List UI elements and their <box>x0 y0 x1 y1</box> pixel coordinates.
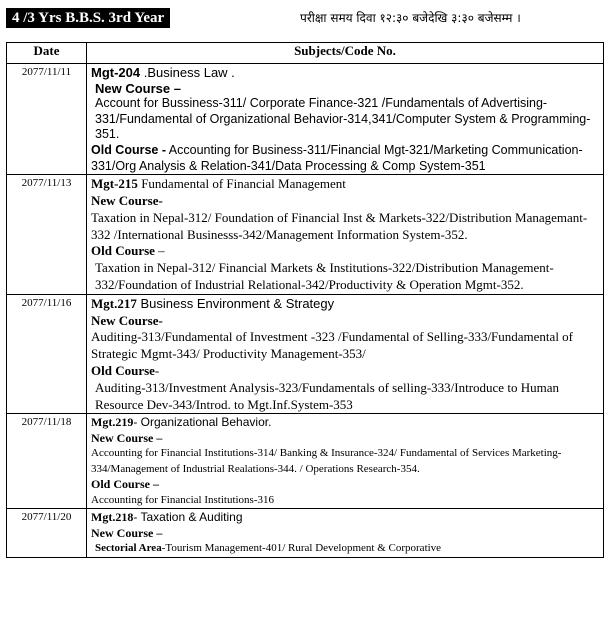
new-course-label: New Course – <box>91 430 163 445</box>
exam-date: 2077/11/20 <box>7 509 87 558</box>
new-course-list: Auditing-313/Fundamental of Investment -323 /Fundamental of Selling-333/Fundamental of Strategic Mgmt-343/ Productivity Management-353/ <box>91 329 574 362</box>
subject-cell <box>87 175 604 295</box>
exam-schedule-table <box>6 42 604 558</box>
subject-name: .Business Law . <box>140 65 235 80</box>
subject-code: Mgt.218 <box>91 510 134 525</box>
table-row <box>7 509 604 558</box>
page-header <box>0 0 611 40</box>
subject-code: Mgt.219 <box>91 415 134 430</box>
exam-date: 2077/11/16 <box>7 294 87 414</box>
subject-cell <box>87 294 604 414</box>
sectorial-area-label: Sectorial Area <box>95 542 162 555</box>
old-course-list: Auditing-313/Investment Analysis-323/Fundamentals of selling-333/Introduce to Human Resource Dev-343/Introd. to Mgt.Inf.System-353 <box>95 379 559 412</box>
old-course-list: Taxation in Nepal-312/ Financial Markets & Institutions-322/Distribution Management-332/Foundation of Industrial Relational-342/Productivity & Operation Mgmt-352. <box>95 260 554 292</box>
table-row <box>7 175 604 295</box>
subject-code: Mgt.217 <box>91 295 137 311</box>
subject-cell <box>87 414 604 509</box>
exam-time: परीक्षा समय दिवा १२:३० बजेदेखि ३:३० बजेसम्म । <box>300 11 521 25</box>
new-course-label: New Course – <box>95 80 181 96</box>
old-course-label: Old Course <box>91 362 155 378</box>
table-header-row <box>7 43 604 64</box>
table-row <box>7 414 604 509</box>
new-course-label: New Course – <box>91 525 163 540</box>
old-course-list: Accounting for Business-311/Financial Mgt-321/Marketing Communication-331/Org Analysis & Relation-341/Data Processing & Comp System-351 <box>91 142 583 173</box>
new-course-list: Account for Bussiness-311/ Corporate Finance-321 /Fundamentals of Advertising-331/Fundamental of Organizational Behavior-314,341/Computer System & Programming-351. <box>95 96 591 142</box>
exam-date: 2077/11/13 <box>7 175 87 295</box>
sectorial-area-list: -Tourism Management-401/ Rural Development & Corporative <box>161 542 442 555</box>
new-course-list: Accounting for Financial Institutions-314/ Banking & Insurance-324/ Fundamental of Services Marketing-334/Management of Industrial Realations-344. / Operations Research-354. <box>91 447 562 475</box>
subject-name: - Organizational Behavior. <box>133 415 272 430</box>
old-course-label-dash: - <box>154 362 160 378</box>
old-course-label: Old Course <box>91 243 155 259</box>
old-course-label: Old Course – <box>91 477 160 492</box>
subject-code: Mgt-204 <box>91 65 141 80</box>
subject-name: Business Environment & Strategy <box>136 295 335 311</box>
exam-date: 2077/11/11 <box>7 64 87 175</box>
old-course-list: Accounting for Financial Institutions-316 <box>91 493 274 506</box>
old-course-label: Old Course - <box>91 142 167 157</box>
subject-code: Mgt-215 <box>91 176 138 192</box>
subject-name: - Taxation & Auditing <box>133 510 243 525</box>
table-row <box>7 294 604 414</box>
column-header-subjects: Subjects/Code No. <box>87 43 604 64</box>
old-course-label-dash: – <box>154 243 165 259</box>
exam-date: 2077/11/18 <box>7 414 87 509</box>
new-course-label: New Course- <box>91 192 163 208</box>
program-title: 4 /3 Yrs B.B.S. 3rd Year <box>6 8 170 28</box>
subject-cell <box>87 509 604 558</box>
subject-name: Fundamental of Financial Management <box>137 176 346 192</box>
table-row <box>7 64 604 175</box>
new-course-label: New Course- <box>91 312 163 328</box>
column-header-date: Date <box>7 43 87 64</box>
new-course-list: Taxation in Nepal-312/ Foundation of Financial Inst & Markets-322/Distribution Managemant-332 /International Businesss-342/Management Information System-352. <box>91 209 588 242</box>
subject-cell <box>87 64 604 175</box>
